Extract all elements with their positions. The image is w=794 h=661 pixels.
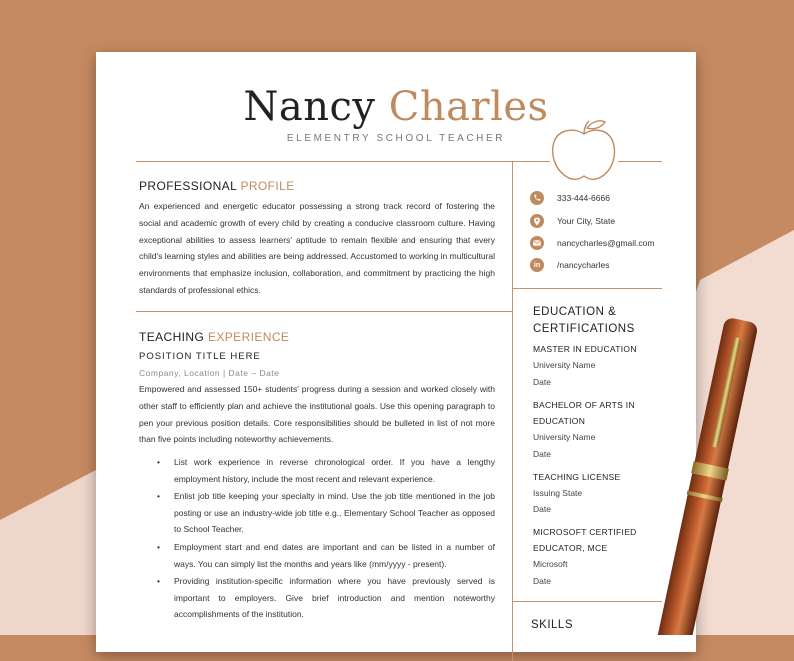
degree-title: MASTER IN EDUCATION: [533, 344, 637, 354]
job-title: ELEMENTRY SCHOOL TEACHER: [286, 133, 506, 144]
degree-institution: University Name: [533, 360, 596, 370]
last-name: Charles: [388, 84, 549, 130]
experience-summary: Empowered and assessed 150+ students' progress during a session and worked closely with other staff to efficiently plan and achieve the institutional goals. Use this opening paragraph to pen your previous position details. Core responsibilities should be bulleted in list of not more than five points including noteworthy achievements.: [139, 384, 495, 445]
education-heading-line2: CERTIFICATIONS: [533, 323, 635, 335]
degree-date: Date: [533, 377, 551, 387]
list-item: • Employment start and end dates are important and can be listed in a number of ways. You can simply list the months and years like (mm/yyyy - present).: [174, 539, 495, 572]
education-heading-line1: EDUCATION &: [533, 306, 617, 318]
degree-title: TEACHING LICENSE: [533, 472, 621, 482]
degree-institution: Issuing State: [533, 488, 583, 498]
skills-heading: SKILLS: [531, 619, 573, 631]
experience-heading-accent: EXPERIENCE: [207, 330, 290, 344]
degree-institution: Microsoft: [533, 559, 568, 569]
phone-text: 333-444-6666: [557, 193, 610, 203]
degree-title-cont: EDUCATOR, MCE: [533, 543, 608, 553]
linkedin-icon: in: [530, 258, 544, 272]
list-item: • Enlist job title keeping your specialty in mind. Use the job title mentioned in the job posting or use an industry-wide job title e.g., Elementary School Teacher as opposed to School Teacher.: [174, 488, 495, 538]
company-line: Company, Location | Date – Date: [139, 368, 280, 378]
profile-heading-accent: PROFILE: [240, 179, 295, 193]
email-text: nancycharles@gmail.com: [557, 238, 655, 248]
first-name: Nancy: [243, 84, 376, 130]
degree-institution: University Name: [533, 432, 596, 442]
location-text: Your City, State: [557, 216, 616, 226]
list-item: • Providing institution-specific information where you have previously served is important to employers. Give brief introduction and mention noteworthy accomplishments of the institution.: [174, 573, 495, 623]
degree-date: Date: [533, 576, 551, 586]
experience-heading-main: TEACHING: [139, 330, 205, 344]
profile-heading-main: PROFESSIONAL: [139, 179, 237, 193]
degree-title: MICROSOFT CERTIFIED: [533, 527, 637, 537]
degree-date: Date: [533, 449, 551, 459]
position-title: POSITION TITLE HERE: [139, 351, 261, 362]
linkedin-text: /nancycharles: [557, 260, 610, 270]
degree-title: BACHELOR OF ARTS IN: [533, 400, 635, 410]
degree-title-cont: EDUCATION: [533, 416, 586, 426]
profile-text: An experienced and energetic educator possessing a strong track record of fostering the social and academic growth of every child by creating a conducive classroom culture. Having exceptional abilities to assess learners' aptitude to remain flexible and ensuring that every child's learning styles and abilities are being addressed. Accustomed to working in multicultural environments that emphasize inclusion, collaboration, and commitment by practicing the high standards of professional ethics.: [139, 201, 495, 295]
degree-date: Date: [533, 504, 551, 514]
list-item: • List work experience in reverse chronological order. If you have a lengthy employment history, include the most recent and relevant experience.: [174, 454, 495, 487]
